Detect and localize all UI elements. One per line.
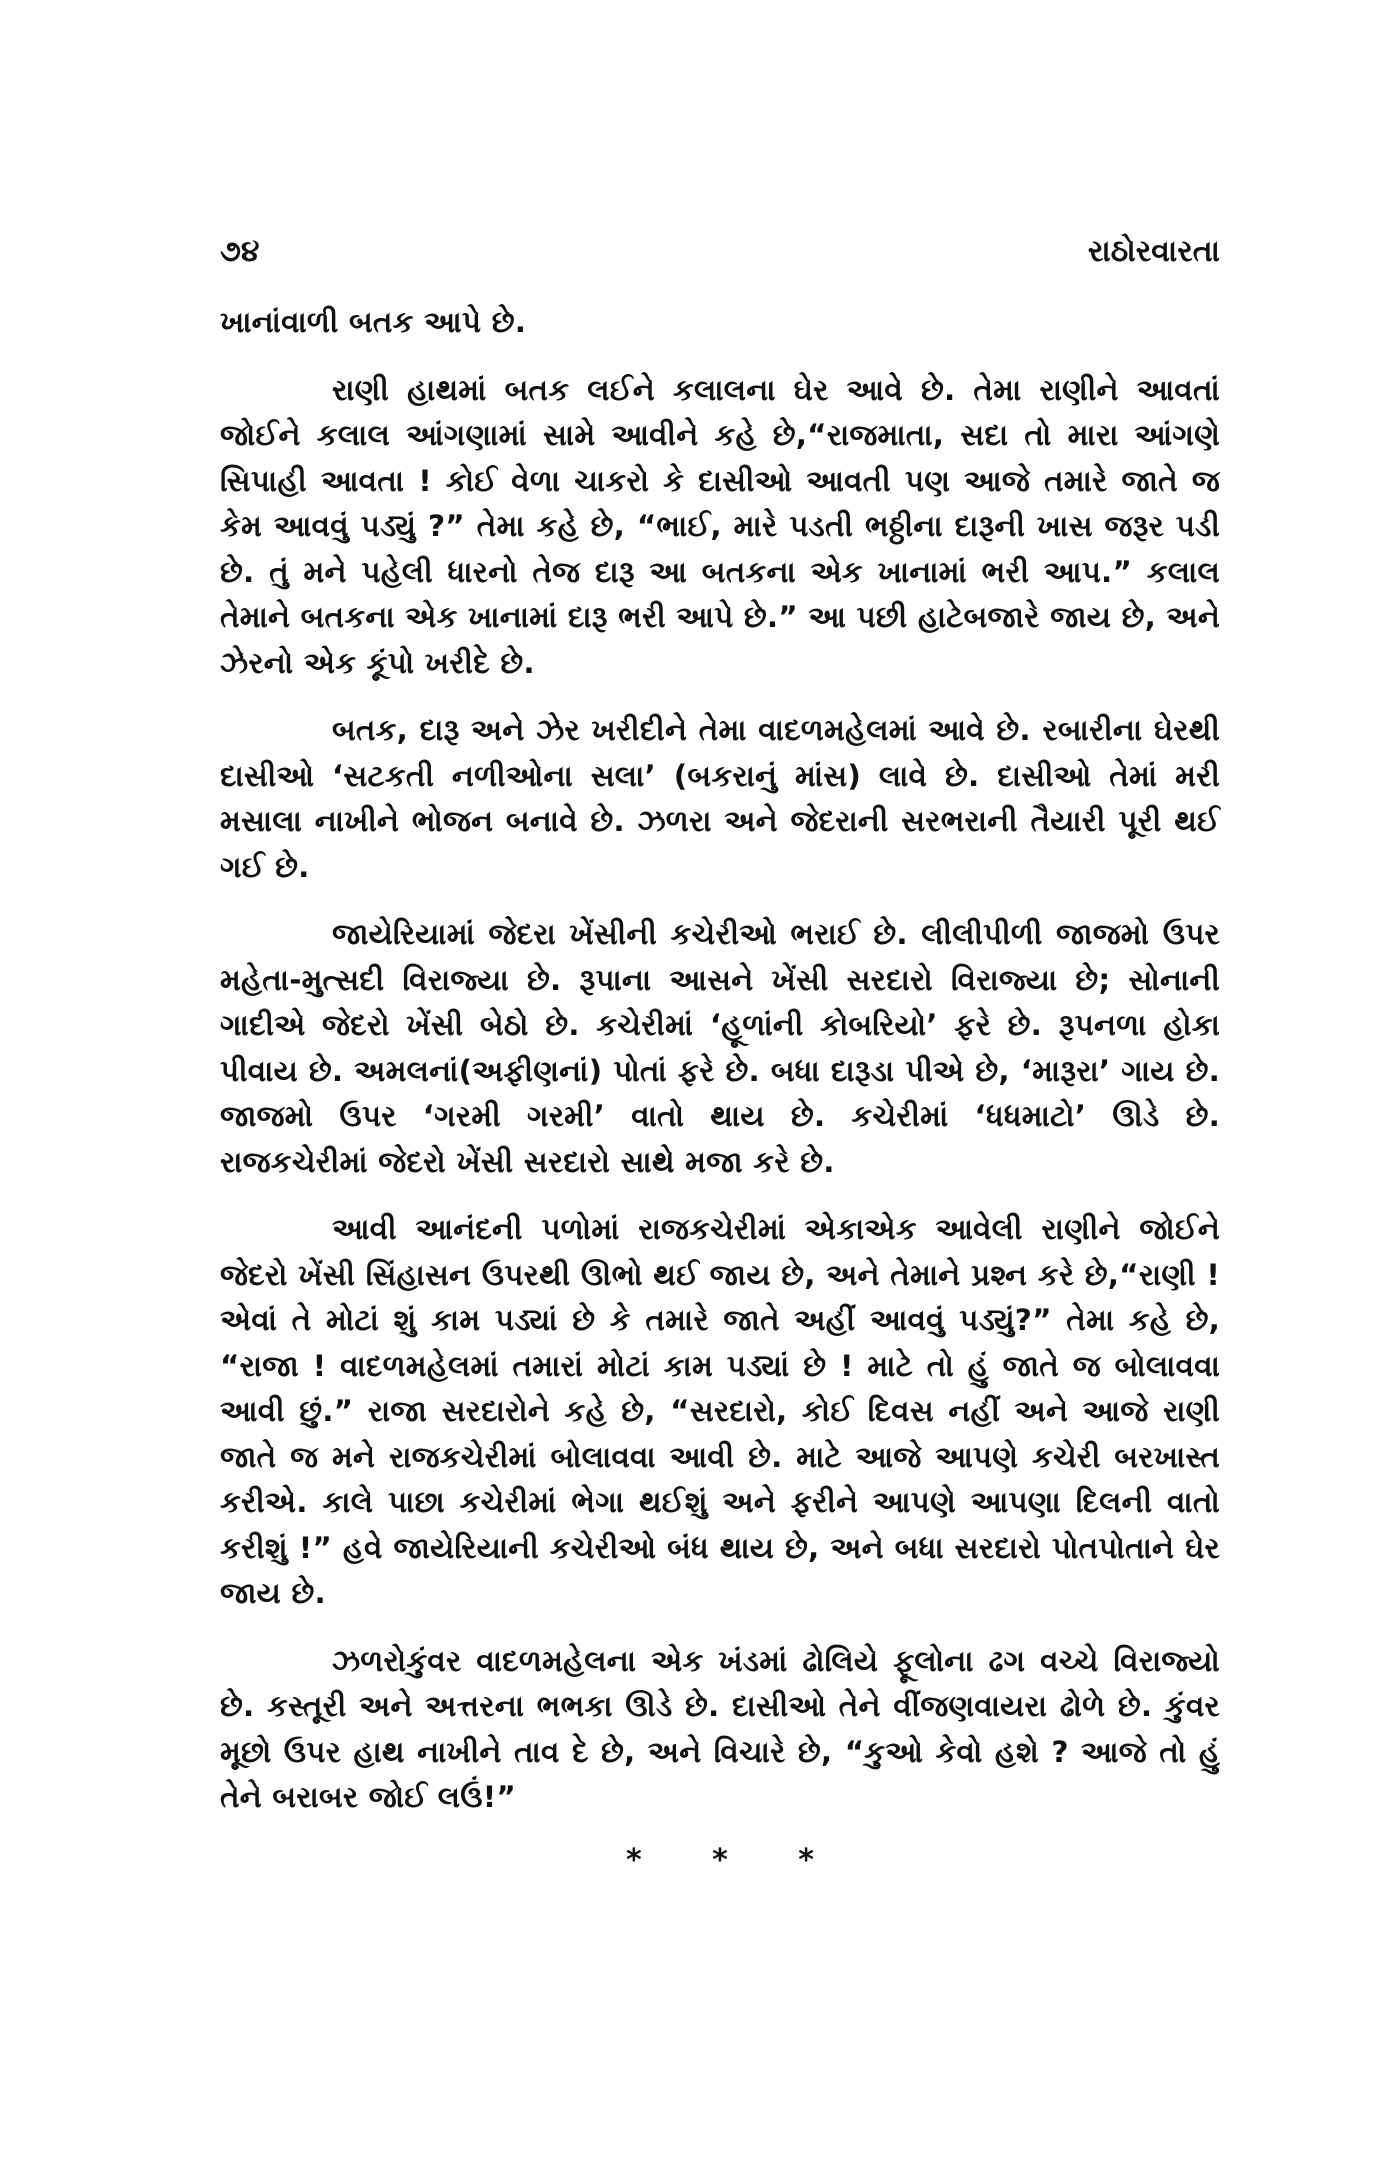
page-number: ૭૪ [220,234,260,269]
paragraph: બતક, દારૂ અને ઝેર ખરીદીને તેમા વાદળમહેલમાં આવે છે. રબારીના ઘેરથી દાસીઓ ‘સટકતી નળીઓના સલા’ (બકરાનું માંસ) લાવે છે. દાસીઓ તેમાં મરી મસાલા નાખીને ભોજન બનાવે છે. ઝળરા અને જેદરાની સરભરાની તૈયારી પૂરી થઈ ગઈ છે. [220,713,1220,884]
page-body [220,300,1220,1878]
paragraph: જાયેરિયામાં જેદરા ખેંસીની કચેરીઓ ભરાઈ છે. લીલીપીળી જાજમો ઉપર મહેતા-મુત્સદી વિરાજ્યા છે. રૂપાના આસને ખેંસી સરદારો વિરાજ્યા છે; સોનાની ગાદીએ જેદરો ખેંસી બેઠો છે. કચેરીમાં ‘હૂળાંની કોબરિયો’ ફરે છે. રૂપનળા હોકા પીવાય છે. અમલનાં(અફીણનાં) પોતાં ફરે છે. બધા દારૂડા પીએ છે, ‘મારૂરા’ ગાય છે. જાજમો ઉપર ‘ગરમી ગરમી’ વાતો થાય છે. કચેરીમાં ‘ધધમાટો’ ઊડે છે. રાજકચેરીમાં જેદરો ખેંસી સરદારો સાથે મજા કરે છે. [220,917,1220,1179]
paragraph: ખાનાંવાળી બતક આપે છે. [220,305,527,339]
running-head: રાઠોરવારતા [1087,234,1220,269]
page-header [220,228,1220,276]
paragraph: આવી આનંદની પળોમાં રાજકચેરીમાં એકાએક આવેલી રાણીને જોઈને જેદરો ખેંસી સિંહાસન ઉપરથી ઊભો થઈ જાય છે, અને તેમાને પ્રશ્ન કરે છે,“રાણી ! એવાં તે મોટાં શું કામ પડ્યાં છે કે તમારે જાતે અહીં આવવું પડ્યું?” તેમા કહે છે, “રાજા ! વાદળમહેલમાં તમારાં મોટાં કામ પડ્યાં છે ! માટે તો હું જાતે જ બોલાવવા આવી છું.” રાજા સરદારોને કહે છે, “સરદારો, કોઈ દિવસ નહીં અને આજે રાણી જાતે જ મને રાજકચેરીમાં બોલાવવા આવી છે. માટે આજે આપણે કચેરી બરખાસ્ત કરીએ. કાલે પાછા કચેરીમાં ભેગા થઈશું અને ફરીને આપણે આપણા દિલની વાતો કરીશું !” હવે જાયેરિયાની કચેરીઓ બંધ થાય છે, અને બધા સરદારો પોતપોતાને ઘેર જાય છે. [220,1212,1220,1610]
section-separator: * * * [626,1842,844,1878]
paragraph: ઝળરોકુંવર વાદળમહેલના એક ખંડમાં ઢોલિયે ફૂલોના ઢગ વચ્ચે વિરાજ્યો છે. કસ્તૂરી અને અત્તરના ભભકા ઊડે છે. દાસીઓ તેને વીંજણવાયરા ઢોળે છે. કુંવર મૂછો ઉપર હાથ નાખીને તાવ દે છે, અને વિચારે છે, “કુઓ કેવો હશે ? આજે તો હું તેને બરાબર જોઈ લઉં!” [220,1643,1220,1814]
paragraph: રાણી હાથમાં બતક લઈને કલાલના ઘેર આવે છે. તેમા રાણીને આવતાં જોઈને કલાલ આંગણામાં સામે આવીને કહે છે,“રાજમાતા, સદા તો મારા આંગણે સિપાહી આવતા ! કોઈ વેળા ચાકરો કે દાસીઓ આવતી પણ આજે તમારે જાતે જ કેમ આવવું પડ્યું ?” તેમા કહે છે, “ભાઈ, મારે પડતી ભઠ્ઠીના દારૂની ખાસ જરૂર પડી છે. તું મને પહેલી ધારનો તેજ દારૂ આ બતકના એક ખાનામાં ભરી આપ.” કલાલ તેમાને બતકના એક ખાનામાં દારૂ ભરી આપે છે.” આ પછી હાટેબજારે જાય છે, અને ઝેરનો એક કૂંપો ખરીદે છે. [220,372,1220,680]
